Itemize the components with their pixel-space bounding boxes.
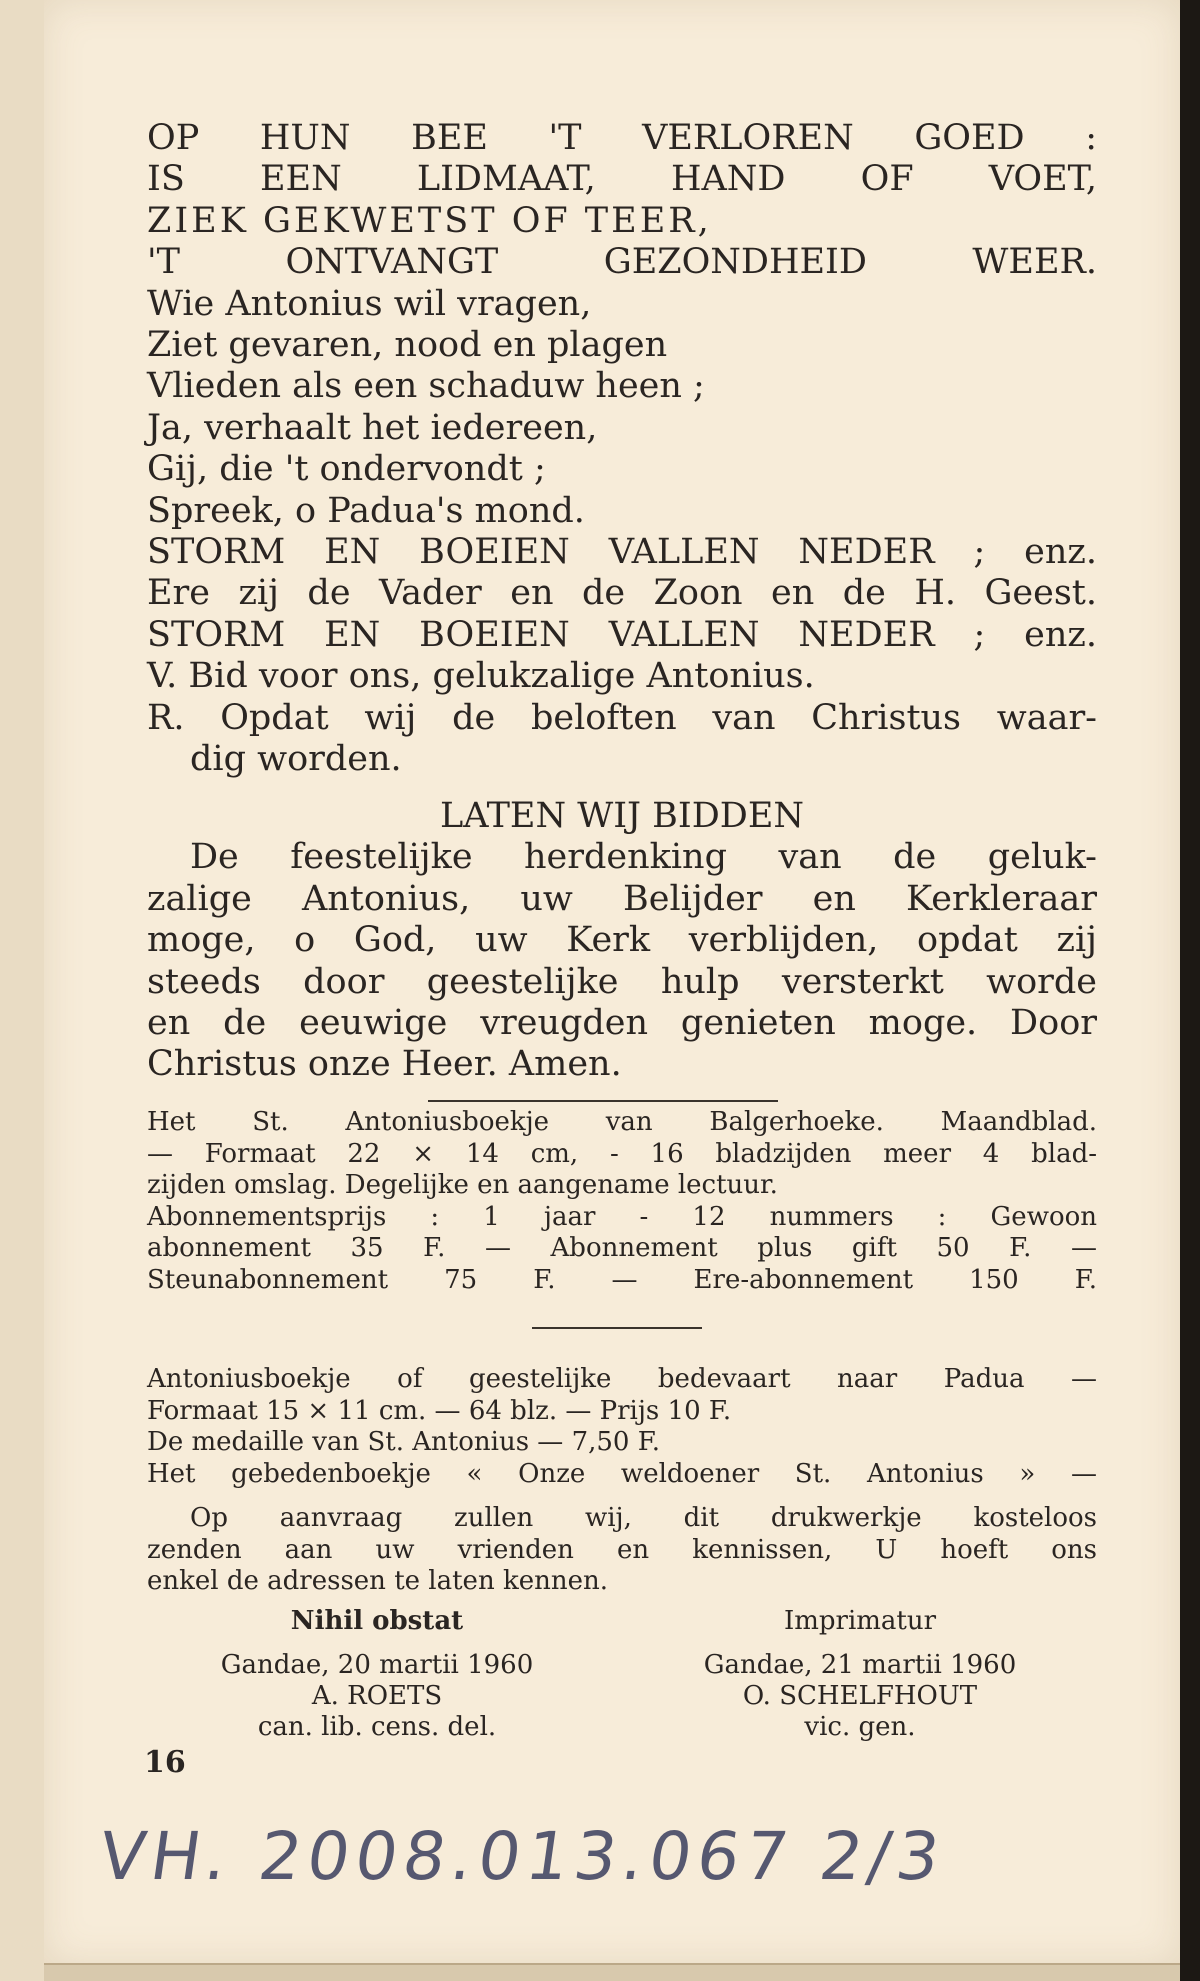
handwritten-inventory-number: VH. 2008.013.067 2/3 — [94, 1818, 951, 1895]
prayer-block — [147, 796, 1097, 1086]
publications-notice — [147, 1364, 1097, 1490]
prayer-heading: LATEN WIJ BIDDEN — [439, 796, 805, 836]
divider-rule — [532, 1327, 702, 1329]
refrain-line: STORM EN BOEIEN VALLEN NEDER ; enz. — [147, 614, 1097, 655]
hymn-line: Ja, verhaalt het iedereen, — [147, 407, 598, 448]
approval-place-date: Gandae, 21 martii 1960 — [703, 1650, 1017, 1680]
notice-line: Steunabonnement 75 F. — Ere-abonnement 150 F. — [147, 1264, 1097, 1295]
notice-line: Het St. Antoniusboekje van Balgerhoeke. Maandblad. — [147, 1107, 1097, 1137]
notice-line: Het gebedenboekje « Onze weldoener St. Antonius » — — [147, 1458, 1097, 1489]
nihil-obstat-block — [172, 1606, 582, 1743]
approval-name: O. SCHELFHOUT — [742, 1681, 978, 1711]
refrain-line: STORM EN BOEIEN VALLEN NEDER ; enz. — [147, 532, 1097, 573]
notice-line: enkel de adressen te laten kennen. — [147, 1566, 608, 1596]
notice-line: zenden aan uw vrienden en kennissen, U hoeft ons — [147, 1534, 1097, 1565]
notice-line: Formaat 15 × 11 cm. — 64 blz. — Prijs 10 F. — [147, 1395, 732, 1426]
response-line-cont: dig worden. — [190, 739, 402, 780]
notice-line: — Formaat 22 × 14 cm, - 16 bladzijden meer 4 blad- — [147, 1138, 1097, 1169]
hymn-line: 'T ONTVANGT GEZONDHEID WEER. — [147, 242, 1097, 283]
approval-role: vic. gen. — [804, 1712, 916, 1742]
response-line: R. Opdat wij de beloften van Christus waar- — [147, 697, 1097, 738]
hymn-line: Gij, die 't ondervondt ; — [147, 449, 546, 490]
hymn-line: Vlieden als een schaduw heen ; — [147, 366, 705, 407]
approval-role: can. lib. cens. del. — [257, 1712, 497, 1742]
approval-title: Nihil obstat — [290, 1606, 464, 1636]
prayer-line: moge, o God, uw Kerk verblijden, opdat zij — [147, 920, 1097, 961]
notice-line: zijden omslag. Degelijke en aangename lectuur. — [147, 1170, 778, 1200]
binding-strip — [0, 0, 46, 1981]
subscription-notice — [147, 1107, 1097, 1296]
hymn-text — [147, 118, 1097, 781]
notice-line: Antoniusboekje of geestelijke bedevaart naar Padua — — [147, 1364, 1097, 1394]
approval-place-date: Gandae, 20 martii 1960 — [220, 1650, 534, 1680]
prayer-line: zalige Antonius, uw Belijder en Kerkleraar — [147, 878, 1097, 919]
imprimatur-block — [640, 1606, 1080, 1743]
notice-line: Abonnementsprijs : 1 jaar - 12 nummers : Gewoon — [147, 1201, 1097, 1232]
prayer-line: steeds door geestelijke hulp versterkt worde — [147, 961, 1097, 1002]
page-number: 16 — [144, 1745, 186, 1780]
hymn-line: Wie Antonius wil vragen, — [147, 283, 592, 324]
request-notice — [147, 1503, 1097, 1598]
approval-title: Imprimatur — [783, 1606, 937, 1636]
prayer-line: Christus onze Heer. Amen. — [147, 1044, 622, 1085]
hymn-line: Ziet gevaren, nood en plagen — [147, 325, 668, 366]
hymn-line: OP HUN BEE 'T VERLOREN GOED : — [147, 118, 1097, 158]
hymn-line: Spreek, o Padua's mond. — [147, 490, 585, 531]
notice-line: abonnement 35 F. — Abonnement plus gift 50 F. — — [147, 1233, 1097, 1263]
right-shadow-edge — [1180, 0, 1200, 1981]
prayer-line: De feestelijke herdenking van de geluk- — [190, 837, 1097, 878]
notice-line: De medaille van St. Antonius — 7,50 F. — [147, 1427, 660, 1457]
notice-line: Op aanvraag zullen wij, dit drukwerkje kosteloos — [190, 1503, 1097, 1533]
hymn-line: IS EEN LIDMAAT, HAND OF VOET, — [147, 159, 1097, 200]
bottom-paper-edge — [44, 1963, 1180, 1981]
versicle-line: V. Bid voor ons, gelukzalige Antonius. — [147, 656, 815, 697]
approval-name: A. ROETS — [311, 1681, 443, 1711]
prayer-line: en de eeuwige vreugden genieten moge. Door — [147, 1003, 1097, 1044]
divider-rule — [428, 1100, 778, 1102]
doxology-line: Ere zij de Vader en de Zoon en de H. Geest. — [147, 573, 1097, 614]
hymn-line: ZIEK GEKWETST OF TEER, — [147, 200, 712, 241]
